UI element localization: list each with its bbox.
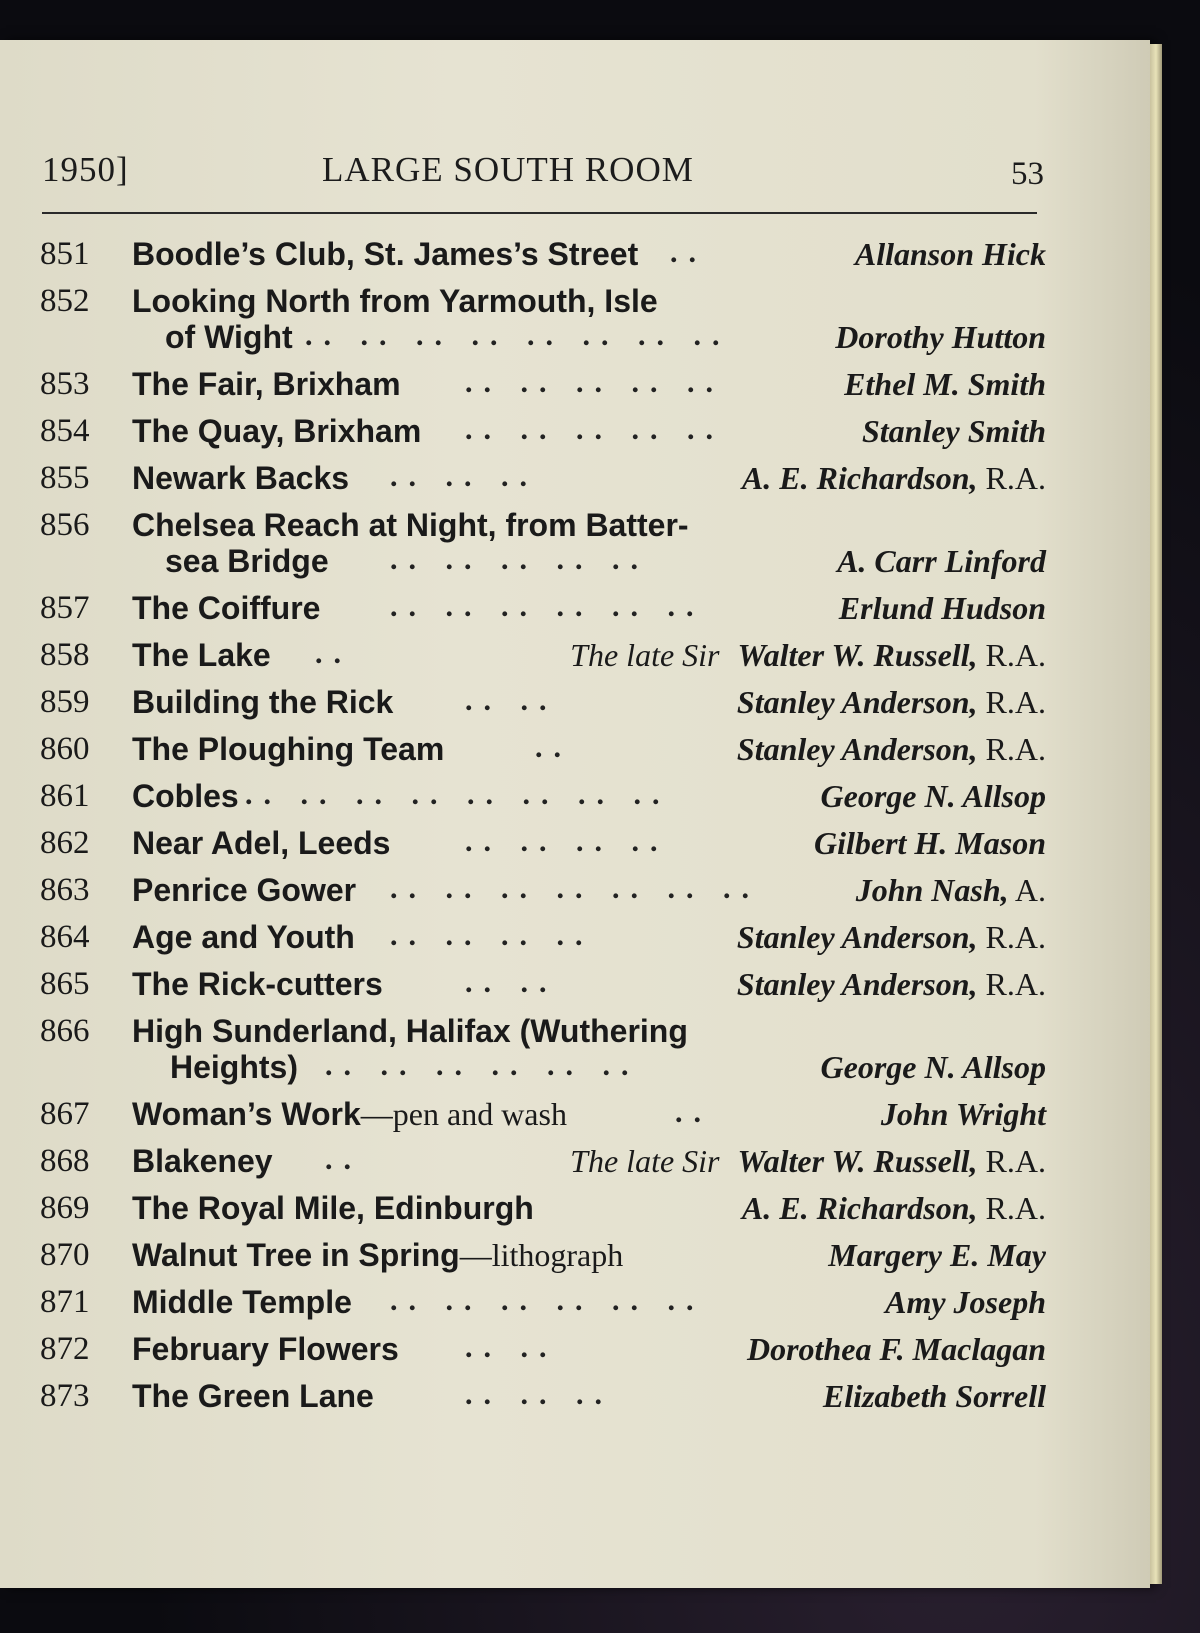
entry-number: 852 xyxy=(40,283,90,319)
header-rule xyxy=(42,212,1037,214)
list-item xyxy=(40,966,1046,1013)
leader-dots: .. .. .. .. .. .. .. xyxy=(390,872,760,905)
leader-dots: .. .. .. .. .. .. .. .. xyxy=(305,319,731,352)
entry-number: 851 xyxy=(40,236,90,272)
leader-dots: .. xyxy=(315,637,352,670)
entry-title-continued: Heights) xyxy=(170,1049,298,1085)
entry-artist: A. Carr Linford xyxy=(837,543,1046,579)
entry-number: 862 xyxy=(40,825,90,861)
entry-number: 867 xyxy=(40,1096,90,1132)
entry-artist: Margery E. May xyxy=(828,1237,1046,1273)
entry-title: Age and Youth xyxy=(132,919,355,955)
leader-dots: .. xyxy=(670,236,707,269)
list-item xyxy=(40,283,1046,366)
entry-title: The Green Lane xyxy=(132,1378,374,1414)
entry-number: 869 xyxy=(40,1190,90,1226)
entry-title: February Flowers xyxy=(132,1331,399,1367)
entry-title: The Royal Mile, Edinburgh xyxy=(132,1190,534,1226)
leader-dots: .. xyxy=(535,731,572,764)
leader-dots: .. .. .. .. .. xyxy=(465,413,724,446)
entry-artist: Gilbert H. Mason xyxy=(813,825,1046,861)
header-year: 1950] xyxy=(42,150,129,189)
list-item xyxy=(40,460,1046,507)
entry-title: Middle Temple xyxy=(132,1284,352,1320)
entry-artist: George N. Allsop xyxy=(820,1049,1046,1085)
entry-number: 871 xyxy=(40,1284,90,1320)
entry-title: Boodle’s Club, St. James’s Street xyxy=(132,236,639,272)
entry-number: 859 xyxy=(40,684,90,720)
page-number: 53 xyxy=(1011,156,1044,192)
entry-title: High Sunderland, Halifax (Wuthering xyxy=(132,1013,688,1049)
list-item xyxy=(40,1378,1046,1425)
list-item xyxy=(40,366,1046,413)
entry-number: 870 xyxy=(40,1237,90,1273)
list-item xyxy=(40,731,1046,778)
entry-number: 858 xyxy=(40,637,90,673)
entry-number: 861 xyxy=(40,778,90,814)
entry-number: 866 xyxy=(40,1013,90,1049)
entry-number: 865 xyxy=(40,966,90,1002)
entry-artist: Ethel M. Smith xyxy=(844,366,1046,402)
leader-dots: .. .. .. .. .. .. xyxy=(325,1049,640,1082)
list-item xyxy=(40,919,1046,966)
entry-title: The Fair, Brixham xyxy=(132,366,401,402)
entry-artist: The late Sir Walter W. Russell, R.A. xyxy=(570,1143,1046,1179)
entry-number: 872 xyxy=(40,1331,90,1367)
entry-title: The Rick-cutters xyxy=(132,966,383,1002)
entry-title: The Lake xyxy=(132,637,271,673)
entry-artist: Stanley Anderson, R.A. xyxy=(736,966,1046,1002)
entry-number: 873 xyxy=(40,1378,90,1414)
entry-number: 856 xyxy=(40,507,90,543)
entry-title: Near Adel, Leeds xyxy=(132,825,391,861)
leader-dots: .. .. .. xyxy=(390,460,538,493)
entry-artist: George N. Allsop xyxy=(820,778,1046,814)
entry-number: 853 xyxy=(40,366,90,402)
list-item xyxy=(40,236,1046,283)
entry-title-continued: sea Bridge xyxy=(165,543,329,579)
leader-dots: .. .. xyxy=(465,684,558,717)
list-item xyxy=(40,590,1046,637)
entry-artist: Stanley Anderson, R.A. xyxy=(736,919,1046,955)
entry-title: Cobles xyxy=(132,778,239,814)
running-header xyxy=(42,150,1042,200)
entry-title-continued: of Wight xyxy=(165,319,293,355)
leader-dots: .. .. .. .. .. xyxy=(465,366,724,399)
entry-number: 863 xyxy=(40,872,90,908)
entry-title: Newark Backs xyxy=(132,460,350,496)
entry-artist: Stanley Anderson, R.A. xyxy=(736,731,1046,767)
entry-title: The Quay, Brixham xyxy=(132,413,422,449)
entry-title: Chelsea Reach at Night, from Batter- xyxy=(132,507,689,543)
entry-artist: Dorothea F. Maclagan xyxy=(746,1331,1046,1367)
entry-artist: The late Sir Walter W. Russell, R.A. xyxy=(570,637,1046,673)
list-item xyxy=(40,778,1046,825)
entry-title: Woman’s Work—pen and wash xyxy=(132,1096,567,1132)
entry-number: 860 xyxy=(40,731,90,767)
leader-dots: .. .. .. .. .. xyxy=(390,543,649,576)
page-edge xyxy=(1150,44,1162,1584)
entry-title: The Coiffure xyxy=(132,590,321,626)
list-item xyxy=(40,413,1046,460)
entry-number: 854 xyxy=(40,413,90,449)
entry-artist: A. E. Richardson, R.A. xyxy=(741,460,1046,496)
entry-artist: Stanley Anderson, R.A. xyxy=(736,684,1046,720)
entry-artist: John Nash, A. xyxy=(855,872,1046,908)
entry-number: 855 xyxy=(40,460,90,496)
leader-dots: .. .. .. xyxy=(465,1378,613,1411)
leader-dots: .. .. .. .. xyxy=(390,919,594,952)
entry-artist: Elizabeth Sorrell xyxy=(822,1378,1046,1414)
list-item xyxy=(40,1143,1046,1190)
leader-dots: .. xyxy=(675,1096,712,1129)
leader-dots: .. .. .. .. .. .. xyxy=(390,1284,705,1317)
leader-dots: .. xyxy=(325,1143,362,1176)
entry-number: 864 xyxy=(40,919,90,955)
list-item xyxy=(40,1190,1046,1237)
entry-title: The Ploughing Team xyxy=(132,731,445,767)
leader-dots: .. .. .. .. xyxy=(465,825,669,858)
list-item xyxy=(40,825,1046,872)
list-item xyxy=(40,637,1046,684)
entry-artist: Dorothy Hutton xyxy=(835,319,1046,355)
entry-artist: Erlund Hudson xyxy=(838,590,1046,626)
entry-title: Building the Rick xyxy=(132,684,394,720)
entry-number: 857 xyxy=(40,590,90,626)
entry-number: 868 xyxy=(40,1143,90,1179)
list-item xyxy=(40,1096,1046,1143)
leader-dots: .. .. xyxy=(465,966,558,999)
entry-title: Penrice Gower xyxy=(132,872,357,908)
entry-title: Blakeney xyxy=(132,1143,273,1179)
list-item xyxy=(40,1237,1046,1284)
entry-title: Looking North from Yarmouth, Isle xyxy=(132,283,658,319)
list-item xyxy=(40,1013,1046,1096)
leader-dots: .. .. .. .. .. .. xyxy=(390,590,705,623)
entry-artist: Amy Joseph xyxy=(885,1284,1046,1320)
entry-artist: John Wright xyxy=(880,1096,1046,1132)
leader-dots: .. .. xyxy=(465,1331,558,1364)
list-item xyxy=(40,1284,1046,1331)
catalogue-list xyxy=(40,236,1046,1425)
list-item xyxy=(40,684,1046,731)
entry-artist: Stanley Smith xyxy=(861,413,1046,449)
entry-artist: A. E. Richardson, R.A. xyxy=(741,1190,1046,1226)
list-item xyxy=(40,1331,1046,1378)
entry-artist: Allanson Hick xyxy=(854,236,1046,272)
list-item xyxy=(40,507,1046,590)
leader-dots: .. .. .. .. .. .. .. .. xyxy=(245,778,671,811)
list-item xyxy=(40,872,1046,919)
header-title: LARGE SOUTH ROOM xyxy=(322,150,694,189)
entry-title: Walnut Tree in Spring—lithograph xyxy=(132,1237,624,1273)
